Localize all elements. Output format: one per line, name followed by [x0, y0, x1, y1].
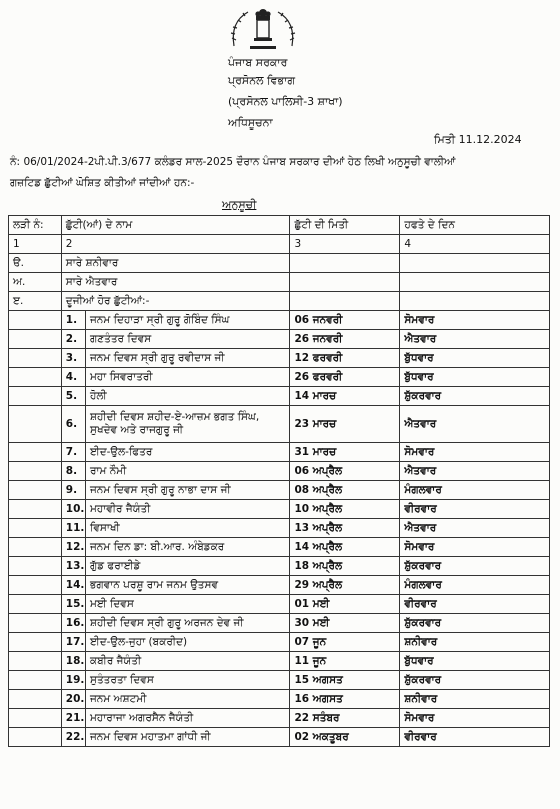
row-holiday-name: ਜਨਮ ਅਸ਼ਟਮੀ — [85, 690, 290, 709]
row-holiday-name: ਸ਼ਹੀਦੀ ਦਿਵਸ ਸ੍ਰੀ ਗੁਰੂ ਅਰਜਨ ਦੇਵ ਜੀ — [85, 614, 290, 633]
row-blank — [9, 387, 62, 406]
row-blank — [9, 519, 62, 538]
row-holiday-date: 16 ਅਗਸਤ — [290, 690, 400, 709]
section-key: ੲ. — [9, 292, 62, 311]
row-holiday-name: ਮਹਾਵੀਰ ਜੈਯੰਤੀ — [85, 500, 290, 519]
row-holiday-name: ਗੁੱਡ ਫਰਾਈਡੇ — [85, 557, 290, 576]
table-row — [9, 500, 550, 519]
row-serial: 6. — [61, 406, 85, 443]
row-serial: 16. — [61, 614, 85, 633]
row-holiday-date: 15 ਅਗਸਤ — [290, 671, 400, 690]
header-serial: ਲੜੀ ਨੰ: — [9, 216, 62, 235]
section-row — [9, 273, 550, 292]
row-weekday: ਸ਼ੁੱਕਰਵਾਰ — [400, 387, 550, 406]
row-serial: 17. — [61, 633, 85, 652]
row-blank — [9, 538, 62, 557]
table-row — [9, 406, 550, 443]
row-weekday: ਵੀਰਵਾਰ — [400, 595, 550, 614]
table-row — [9, 462, 550, 481]
row-holiday-name: ਈਦ-ਉਲ-ਜੁਹਾ (ਬਕਰੀਦ) — [85, 633, 290, 652]
row-weekday: ਬੁੱਧਵਾਰ — [400, 349, 550, 368]
row-blank — [9, 500, 62, 519]
row-blank — [9, 406, 62, 443]
header-holiday-date: ਛੁੱਟੀ ਦੀ ਮਿਤੀ — [290, 216, 400, 235]
row-holiday-date: 26 ਜਨਵਰੀ — [290, 330, 400, 349]
row-weekday: ਬੁੱਧਵਾਰ — [400, 652, 550, 671]
table-row — [9, 538, 550, 557]
row-holiday-date: 14 ਮਾਰਚ — [290, 387, 400, 406]
row-holiday-date: 10 ਅਪ੍ਰੈਲ — [290, 500, 400, 519]
row-holiday-date: 02 ਅਕਤੂਬਰ — [290, 728, 400, 747]
notification-text-line-1: ਨੰ: 06/01/2024-2ਪੀ.ਪੀ.3/677 ਕਲੰਡਰ ਸਾਲ-2025 ਦੌਰਾਨ ਪੰਜਾਬ ਸਰਕਾਰ ਦੀਆਂ ਹੇਠ ਲਿਖੀ ਅਨੁਸੂਚੀ ਵਾਲੀਆਂ — [10, 156, 456, 168]
row-holiday-name: ਗਣਤੰਤਰ ਦਿਵਸ — [85, 330, 290, 349]
row-blank — [9, 330, 62, 349]
row-holiday-name: ਕਬੀਰ ਜੈਯੰਤੀ — [85, 652, 290, 671]
row-holiday-name: ਹੋਲੀ — [85, 387, 290, 406]
row-blank — [9, 633, 62, 652]
row-serial: 3. — [61, 349, 85, 368]
table-row — [9, 330, 550, 349]
row-holiday-name: ਜਨਮ ਦਿਹਾੜਾ ਸ੍ਰੀ ਗੁਰੂ ਗੋਬਿੰਦ ਸਿੰਘ — [85, 311, 290, 330]
column-number: 3 — [290, 235, 400, 254]
row-holiday-date: 08 ਅਪ੍ਰੈਲ — [290, 481, 400, 500]
row-holiday-name: ਰਾਮ ਨੌਮੀ — [85, 462, 290, 481]
row-weekday: ਵੀਰਵਾਰ — [400, 500, 550, 519]
row-holiday-date: 01 ਮਈ — [290, 595, 400, 614]
row-holiday-name: ਈਦ-ਉਲ-ਫਿਤਰ — [85, 443, 290, 462]
row-holiday-name: ਜਨਮ ਦਿਵਸ ਸ੍ਰੀ ਗੁਰੂ ਰਵੀਦਾਸ ਜੀ — [85, 349, 290, 368]
row-serial: 18. — [61, 652, 85, 671]
row-holiday-name: ਜਨਮ ਦਿਵਸ ਸ੍ਰੀ ਗੁਰੂ ਨਾਭਾ ਦਾਸ ਜੀ — [85, 481, 290, 500]
table-number-row — [9, 235, 550, 254]
row-holiday-date: 06 ਜਨਵਰੀ — [290, 311, 400, 330]
row-blank — [9, 671, 62, 690]
row-blank — [9, 728, 62, 747]
government-emblem-icon — [226, 2, 300, 54]
table-row — [9, 614, 550, 633]
section-key: ਅ. — [9, 273, 62, 292]
row-blank — [9, 690, 62, 709]
row-serial: 5. — [61, 387, 85, 406]
section-label: ਸਾਰੇ ਸ਼ਨੀਵਾਰ — [61, 254, 290, 273]
row-weekday: ਮੰਗਲਵਾਰ — [400, 481, 550, 500]
table-row — [9, 387, 550, 406]
row-holiday-date: 06 ਅਪ੍ਰੈਲ — [290, 462, 400, 481]
row-serial: 20. — [61, 690, 85, 709]
row-serial: 8. — [61, 462, 85, 481]
row-serial: 22. — [61, 728, 85, 747]
row-serial: 12. — [61, 538, 85, 557]
section-row — [9, 254, 550, 273]
row-holiday-date: 23 ਮਾਰਚ — [290, 406, 400, 443]
row-holiday-name: ਵਿਸਾਖੀ — [85, 519, 290, 538]
government-name: ਪੰਜਾਬ ਸਰਕਾਰ — [228, 56, 288, 69]
header-holiday-name: ਛੁੱਟੀ(ਆਂ) ਦੇ ਨਾਮ — [61, 216, 290, 235]
column-number: 4 — [400, 235, 550, 254]
row-blank — [9, 443, 62, 462]
row-weekday: ਐਤਵਾਰ — [400, 462, 550, 481]
column-number: 1 — [9, 235, 62, 254]
notification-heading: ਅਧਿਸੂਚਨਾ — [228, 116, 273, 129]
row-holiday-name: ਮਈ ਦਿਵਸ — [85, 595, 290, 614]
row-holiday-name: ਜਨਮ ਦਿਵਸ ਮਹਾਤਮਾ ਗਾਂਧੀ ਜੀ — [85, 728, 290, 747]
row-weekday: ਵੀਰਵਾਰ — [400, 728, 550, 747]
row-blank — [9, 652, 62, 671]
row-holiday-date: 29 ਅਪ੍ਰੈਲ — [290, 576, 400, 595]
table-row — [9, 728, 550, 747]
row-holiday-date: 18 ਅਪ੍ਰੈਲ — [290, 557, 400, 576]
row-weekday: ਸ਼ੁੱਕਰਵਾਰ — [400, 671, 550, 690]
notification-text-line-2: ਗਜ਼ਟਿਡ ਛੁੱਟੀਆਂ ਘੋਸ਼ਿਤ ਕੀਤੀਆਂ ਜਾਂਦੀਆਂ ਹਨ:- — [10, 177, 195, 189]
row-blank — [9, 576, 62, 595]
row-weekday: ਸੋਮਵਾਰ — [400, 709, 550, 728]
table-row — [9, 349, 550, 368]
row-weekday: ਐਤਵਾਰ — [400, 406, 550, 443]
row-blank — [9, 481, 62, 500]
row-holiday-date: 11 ਜੂਨ — [290, 652, 400, 671]
table-row — [9, 519, 550, 538]
table-row — [9, 481, 550, 500]
row-holiday-name: ਮਹਾ ਸਿਵਰਾਤਰੀ — [85, 368, 290, 387]
row-weekday: ਸੋਮਵਾਰ — [400, 311, 550, 330]
row-holiday-name: ਸ਼ਹੀਦੀ ਦਿਵਸ ਸ਼ਹੀਦ-ਏ-ਆਜ਼ਮ ਭਗਤ ਸਿੰਘ, ਸੁਖਦੇਵ ਅਤੇ ਰਾਜਗੁਰੂ ਜੀ — [85, 406, 290, 443]
header-weekday: ਹਫਤੇ ਦੇ ਦਿਨ — [400, 216, 550, 235]
row-holiday-name: ਜਨਮ ਦਿਨ ਡਾ: ਬੀ.ਆਰ. ਅੰਬੇਡਕਰ — [85, 538, 290, 557]
row-weekday: ਸ਼ੁੱਕਰਵਾਰ — [400, 557, 550, 576]
row-weekday: ਸ਼ੁੱਕਰਵਾਰ — [400, 614, 550, 633]
row-blank — [9, 311, 62, 330]
row-blank — [9, 462, 62, 481]
row-serial: 11. — [61, 519, 85, 538]
branch-name: (ਪ੍ਰਸੋਨਲ ਪਾਲਿਸੀ-3 ਸ਼ਾਖਾ) — [228, 95, 343, 108]
row-blank — [9, 709, 62, 728]
row-serial: 7. — [61, 443, 85, 462]
row-holiday-name: ਸੁਤੰਤਰਤਾ ਦਿਵਸ — [85, 671, 290, 690]
row-serial: 4. — [61, 368, 85, 387]
row-holiday-date: 30 ਮਈ — [290, 614, 400, 633]
row-holiday-date: 12 ਫਰਵਰੀ — [290, 349, 400, 368]
table-row — [9, 652, 550, 671]
row-weekday: ਸੋਮਵਾਰ — [400, 538, 550, 557]
row-holiday-date: 14 ਅਪ੍ਰੈਲ — [290, 538, 400, 557]
row-blank — [9, 614, 62, 633]
table-row — [9, 690, 550, 709]
schedule-title: ਅਨੁਸੂਚੀ — [222, 198, 257, 211]
table-row — [9, 311, 550, 330]
column-number: 2 — [61, 235, 290, 254]
table-row — [9, 368, 550, 387]
row-blank — [9, 349, 62, 368]
row-serial: 21. — [61, 709, 85, 728]
row-serial: 9. — [61, 481, 85, 500]
row-holiday-date: 22 ਸਤੰਬਰ — [290, 709, 400, 728]
row-serial: 13. — [61, 557, 85, 576]
row-weekday: ਸ਼ਨੀਵਾਰ — [400, 633, 550, 652]
table-row — [9, 557, 550, 576]
section-label: ਦੂਜੀਆਂ ਹੋਰ ਛੁੱਟੀਆਂ:- — [61, 292, 290, 311]
row-holiday-date: 26 ਫਰਵਰੀ — [290, 368, 400, 387]
row-holiday-date: 31 ਮਾਰਚ — [290, 443, 400, 462]
row-weekday: ਮੰਗਲਵਾਰ — [400, 576, 550, 595]
table-header-row — [9, 216, 550, 235]
row-serial: 19. — [61, 671, 85, 690]
notification-date: ਮਿਤੀ 11.12.2024 — [434, 133, 522, 146]
table-row — [9, 576, 550, 595]
row-holiday-name: ਭਗਵਾਨ ਪਰਸ਼ੂ ਰਾਮ ਜਨਮ ਉਤਸਵ — [85, 576, 290, 595]
row-holiday-date: 07 ਜੂਨ — [290, 633, 400, 652]
row-blank — [9, 595, 62, 614]
row-blank — [9, 368, 62, 387]
row-holiday-name: ਮਹਾਰਾਜਾ ਅਗਰਸੈਨ ਜੈਯੰਤੀ — [85, 709, 290, 728]
row-blank — [9, 557, 62, 576]
row-weekday: ਬੁੱਧਵਾਰ — [400, 368, 550, 387]
row-serial: 2. — [61, 330, 85, 349]
row-serial: 1. — [61, 311, 85, 330]
section-label: ਸਾਰੇ ਐਤਵਾਰ — [61, 273, 290, 292]
row-serial: 10. — [61, 500, 85, 519]
table-row — [9, 595, 550, 614]
table-row — [9, 633, 550, 652]
section-row — [9, 292, 550, 311]
row-serial: 15. — [61, 595, 85, 614]
row-weekday: ਸ਼ਨੀਵਾਰ — [400, 690, 550, 709]
row-serial: 14. — [61, 576, 85, 595]
table-row — [9, 443, 550, 462]
section-key: ੳ. — [9, 254, 62, 273]
table-row — [9, 671, 550, 690]
department-name: ਪ੍ਰਸੋਨਲ ਵਿਭਾਗ — [228, 74, 296, 87]
holiday-table — [8, 215, 550, 747]
row-weekday: ਐਤਵਾਰ — [400, 519, 550, 538]
row-weekday: ਸੋਮਵਾਰ — [400, 443, 550, 462]
row-weekday: ਐਤਵਾਰ — [400, 330, 550, 349]
row-holiday-date: 13 ਅਪ੍ਰੈਲ — [290, 519, 400, 538]
table-row — [9, 709, 550, 728]
